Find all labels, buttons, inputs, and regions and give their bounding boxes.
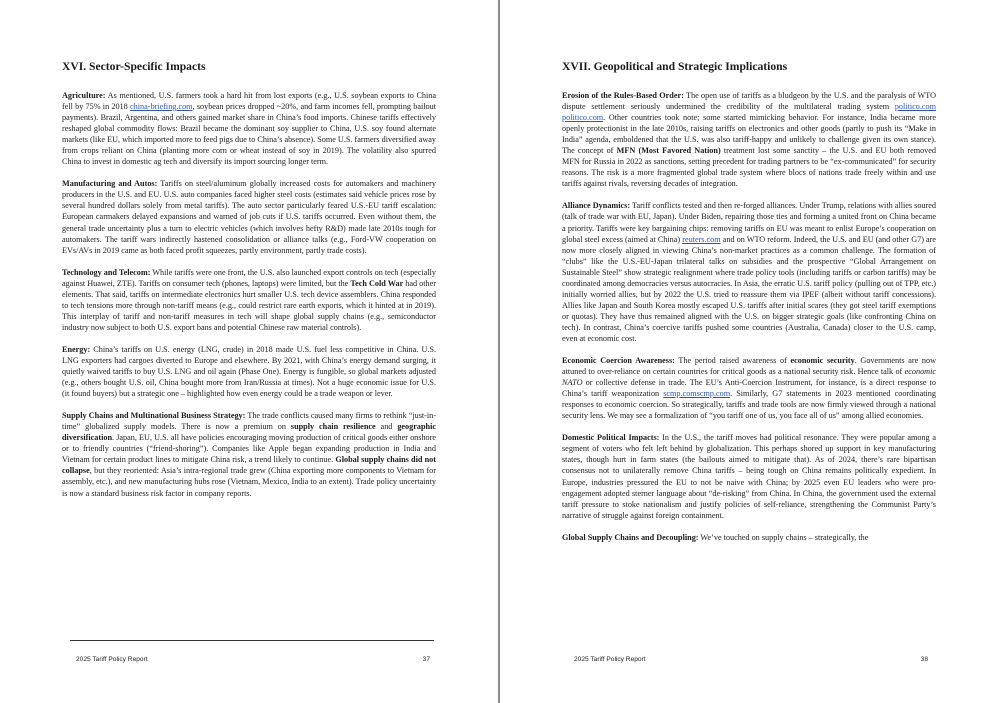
section-heading: XVII. Geopolitical and Strategic Implications (562, 60, 788, 73)
page-body (562, 90, 936, 543)
paragraph-lead: Technology and Telecom: (62, 267, 151, 277)
body-text: Tariff conflicts tested and then re-forged alliances. Under Trump, relations with allies soured (talk of trade war with EU, Japan). Under Biden, repairing those ties and forming a united front on China became a priority. Tariffs were key bargaining chips: removing tariffs on EU was meant to enlist Europe’s cooperation on global steel excess (aimed at China) (562, 201, 937, 244)
footer-title: 2025 Tariff Policy Report (76, 656, 148, 663)
body-text: and (375, 422, 398, 432)
section-heading: XVI. Sector-Specific Impacts (62, 60, 206, 73)
body-text: . Similarly, G7 statements in 2023 mentioned coordinating responses to economic coercion. So strategically, tariffs and trade tools are now firmly viewed through a national security lens. We may see a formalization of “you tariff one of us, you face all of us” among allied economies. (562, 389, 936, 421)
paragraph-lead: Economic Coercion Awareness: (562, 356, 675, 366)
citation-link[interactable]: politico.com (894, 102, 936, 112)
paragraph (62, 344, 436, 399)
citation-link[interactable]: reuters.com (682, 234, 721, 244)
page-body (62, 90, 436, 499)
paragraph (562, 432, 936, 520)
body-text: Tariffs on steel/aluminum globally increased costs for automakers and machinery producers in the U.S. and EU. U.S. auto companies faced higher steel costs (estimates said vehicle prices rose by several hundred dollars solely from metal tariffs). The auto sector particularly feared U.S.-EU tariff escalation: European carmakers delayed expansions and warned of job cuts if U.S. tariffs occurred. Even without them, the general trade uncertainty plus a turn to electric vehicles (which involves hefty R&D) made late 2010s tough for automakers. The tariff wars indirectly hastened consolidation or alliance talks (e.g., Ford-VW cooperation on EVs/AVs in 2019 came as both faced profit squeezes, partly environment, partly trade costs). (62, 179, 436, 255)
body-text: We’ve touched on supply chains – strategically, the (698, 532, 869, 542)
paragraph (62, 178, 436, 255)
body-text: . Japan, EU, U.S. all have policies encouraging moving production of critical goods either onshore or to friendly countries (“friend-shoring”). Companies like Apple began expanding production in India and Vietnam for certain product lines to mitigate China risk, a trend likely to continue. (62, 433, 436, 465)
body-text: . Other countries took note; some started mimicking behavior. For instance, India became more openly protectionist in the late 2010s, raising tariffs on electronics and other goods (partly to push its “Make in India” agenda, emboldened that the U.S. was also tariff-happy and unlikely to challenge given its own stance). The concept of (562, 113, 936, 156)
paragraph (562, 532, 936, 543)
citation-link[interactable]: scmp.comscmp.com (663, 389, 731, 399)
body-text: or collective defense in trade. The EU’s Anti-Coercion Instrument, for instance, is a direct response to China’s tariff weaponization (562, 378, 936, 399)
paragraph-lead: Manufacturing and Autos: (62, 179, 158, 189)
body-text: , soybean prices dropped ~20%, and farm incomes fell, prompting bailout payments). Brazil, Argentina, and others gained market share in China’s food imports. Chinese tariffs effectively reshaped global commodity flows: Brazil became the dominant soy supplier to China, U.S. soy found alternate markets (like EU, which imported more to feed pigs due to China’s absence). Some U.S. farmers diversified away from crops reliant on China (planting more corn or wheat instead of soy in 2019). The volatility also spurred China to invest in domestic ag tech and diversify its import sourcing longer term. (62, 102, 436, 167)
emphasis-text: geographic diversification (62, 422, 436, 443)
page-38 (499, 0, 998, 703)
paragraph-lead: Agriculture: (62, 91, 106, 100)
paragraph-lead: Alliance Dynamics: (562, 201, 631, 211)
paragraph-lead: Energy: (62, 344, 91, 354)
page-number: 38 (920, 656, 928, 663)
emphasis-text: MFN (Most Favored Nation) (616, 146, 721, 156)
paragraph (62, 410, 436, 498)
page-number: 37 (422, 656, 430, 663)
paragraph-lead: Global Supply Chains and Decoupling: (562, 532, 699, 542)
body-text: The period raised awareness of (674, 356, 791, 366)
body-text: China’s tariffs on U.S. energy (LNG, crude) in 2018 made U.S. fuel less competitive in China. U.S. LNG exporters had cargoes diverted to Europe and elsewhere. By 2021, with China’s energy demand surging, it quietly waived tariffs to buy U.S. LNG and oil again (Phase One). Energy is fungible, so global markets adjusted (e.g., others bought U.S. oil, China bought more from Iran/Russia at times). Not a huge economic issue for U.S. (it found buyers) but a strategic one – highlighted how even energy could be a trade weapon or lever. (62, 344, 436, 399)
paragraph (562, 90, 936, 189)
paragraph (562, 200, 936, 344)
body-text: . Governments are now attuned to over-reliance on certain countries for critical goods as a national security risk. Hence talk of (562, 356, 936, 377)
citation-link[interactable]: politico.com (562, 113, 604, 123)
body-text: treatment lost some sanctity – the U.S. and EU both removed MFN for Russia in 2022 as sanctions, setting precedent for trading partners to be “ex-communicated” for security reasons. The risk is a more fragmented global trade system where blocs of nations trade freely within and use tariffs against rivals, reversing decades of integration. (562, 146, 936, 189)
emphasis-text: economic security (790, 356, 855, 366)
citation-link[interactable]: china-briefing.com (130, 102, 193, 112)
body-text: had other elements. That said, tariffs on intermediate electronics hurt smaller U.S. tech device assemblers. China responded to tech tensions more through non-tariff means (e.g., could restrict rare earth exports, which it hinted at in 2019). This interplay of tariff and non-tariff measures in tech will shape global supply chains (e.g., semiconductor industry now subject to both U.S. export bans and potential Chinese raw material controls). (62, 278, 436, 332)
body-text: , but they reoriented: Asia’s intra-regional trade grew (China exporting more components to Vietnam for assembly, etc.), and new manufacturing hubs rose (Vietnam, Mexico, India to an extent). Trade policy uncertainty is now a standard business risk factor in company reports. (62, 466, 436, 498)
paragraph-lead: Erosion of the Rules-Based Order: (562, 91, 684, 100)
page-footer (76, 656, 430, 663)
body-text: As mentioned, U.S. farmers took a hard hit from lost exports (e.g., U.S. soybean exports to China fell by 75% in 2018 (62, 91, 436, 112)
emphasis-text: Tech Cold War (350, 278, 404, 288)
emphasis-text: supply chain resilience (290, 422, 376, 432)
footer-rule (70, 640, 434, 641)
footer-title: 2025 Tariff Policy Report (574, 656, 646, 663)
body-text: While tariffs were one front, the U.S. also launched export controls on tech (especially against Huawei, ZTE). Tariffs on consumer tech (phones, laptops) were limited, but the (62, 267, 436, 288)
paragraph-lead: Domestic Political Impacts: (562, 433, 660, 443)
italic-text: economic NATO (562, 367, 936, 388)
paragraph (562, 355, 936, 421)
body-text: and on WTO reform. Indeed, the U.S. and EU (and other G7) are now more closely aligned in viewing China’s non-market practices as a common challenge. The formation of “clubs” like the U.S.-EU-Japan trilateral talks on subsidies and the prospective “Global Arrangement on Sustainable Steel” show strategic realignment where trade policy tools (including tariffs or carbon tariffs) may be coordinated among democracies versus autocracies. In Asia, the erratic U.S. tariff policy (pulling out of TPP, etc.) initially worried allies, but by 2022 the U.S. tried to reassure them via IPEF (albeit without tariff concessions). Allies like Japan and South Korea mostly escaped U.S. tariffs after initial scares (they got steel tariff exemptions or quotas). They have thus remained aligned with the U.S. on bigger strategic goals (like confronting China on tech). In contrast, China’s coercive tariffs pushed some countries (Australia, Canada) closer to the U.S. camp, even at economic cost. (562, 234, 936, 343)
paragraph (62, 90, 436, 167)
paragraph-lead: Supply Chains and Multinational Business Strategy: (62, 411, 246, 421)
body-text: In the U.S., the tariff moves had political resonance. They were popular among a segment of voters who felt left behind by globalization. This perhaps shored up support in key manufacturing states, though hurt in farm states (the bailouts aimed to mitigate that). As of 2024, there’s rare bipartisan consensus not to unilaterally remove China tariffs – being tough on China remains politically expedient. In Europe, industries pressured the EU to not be naive with China; by 2025 even EU leaders who were pro-engagement adopted sterner language about “de-risking” from China. In China, the government used the external tariff pressure to stoke nationalism and justify policies of self-reliance, strengthening the Communist Party’s narrative of struggle against foreign containment. (562, 433, 937, 520)
paragraph (62, 267, 436, 333)
body-text: The open use of tariffs as a bludgeon by the U.S. and the paralysis of WTO dispute settlement seriously undermined the credibility of the multilateral trading system (562, 91, 936, 112)
emphasis-text: Global supply chains did not collapse (62, 455, 436, 476)
page-footer (574, 656, 928, 663)
body-text: The trade conflicts caused many firms to rethink “just-in-time” globalized supply models. There is now a premium on (62, 411, 436, 432)
